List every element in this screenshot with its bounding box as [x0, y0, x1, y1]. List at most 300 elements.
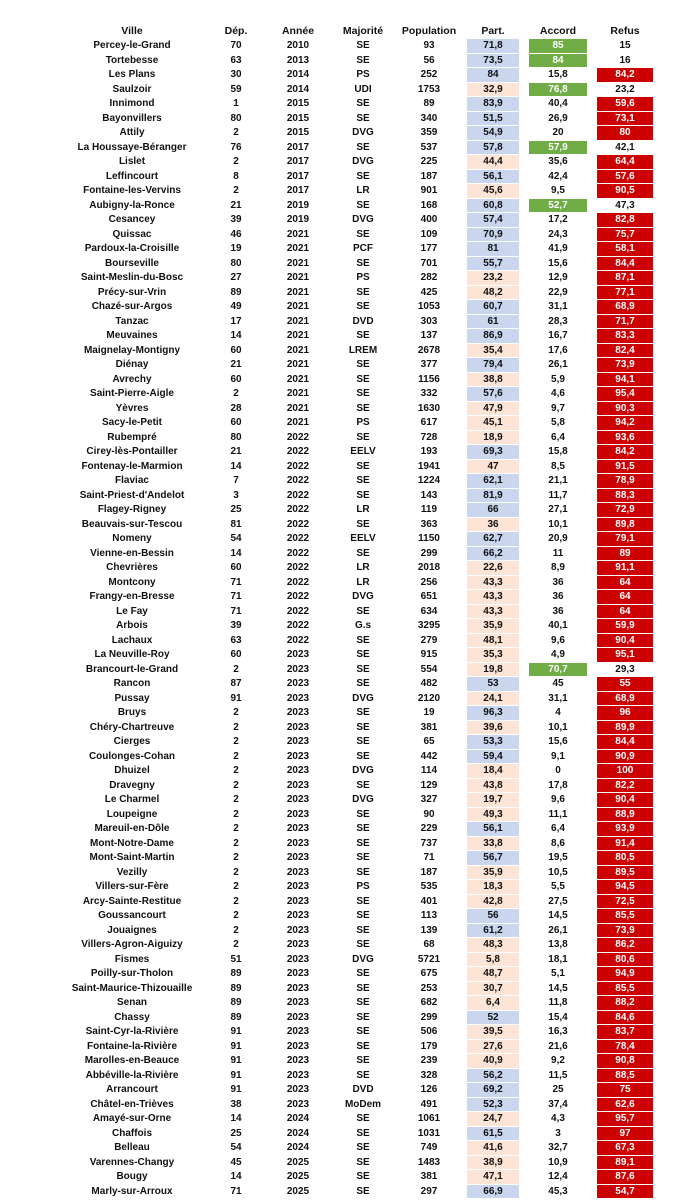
cell-ville: Mont-Notre-Dame — [58, 837, 206, 852]
cell-population: 119 — [396, 503, 462, 518]
cell-population: 256 — [396, 576, 462, 591]
cell-majorite: DVG — [330, 692, 396, 707]
cell-majorite: SE — [330, 97, 396, 112]
cell-majorite: SE — [330, 750, 396, 765]
table-row — [58, 1112, 658, 1127]
table-row — [58, 750, 658, 765]
cell-departement: 3 — [206, 489, 266, 504]
cell-refus: 91,4 — [592, 837, 658, 852]
cell-accord: 8,9 — [524, 561, 592, 576]
table-row — [58, 924, 658, 939]
cell-majorite: SE — [330, 924, 396, 939]
cell-ville: Mont-Saint-Martin — [58, 851, 206, 866]
cell-departement: 70 — [206, 39, 266, 54]
cell-accord: 20 — [524, 126, 592, 141]
table-row — [58, 764, 658, 779]
cell-majorite: EELV — [330, 445, 396, 460]
cell-annee: 2021 — [266, 242, 330, 257]
cell-refus: 42,1 — [592, 141, 658, 156]
cell-refus: 93,6 — [592, 431, 658, 446]
cell-majorite: SE — [330, 982, 396, 997]
cell-participation: 51,5 — [462, 112, 524, 127]
cell-refus: 80,6 — [592, 953, 658, 968]
cell-participation: 48,1 — [462, 634, 524, 649]
cell-annee: 2021 — [266, 402, 330, 417]
cell-departement: 2 — [206, 866, 266, 881]
cell-majorite: PS — [330, 880, 396, 895]
cell-majorite: SE — [330, 996, 396, 1011]
cell-accord: 36 — [524, 590, 592, 605]
cell-majorite: LREM — [330, 344, 396, 359]
cell-accord: 45,3 — [524, 1185, 592, 1200]
cell-departement: 80 — [206, 257, 266, 272]
cell-participation: 33,8 — [462, 837, 524, 852]
cell-ville: Lachaux — [58, 634, 206, 649]
cell-majorite: SE — [330, 938, 396, 953]
table-row — [58, 155, 658, 170]
cell-accord: 27,1 — [524, 503, 592, 518]
cell-participation: 71,8 — [462, 39, 524, 54]
cell-population: 129 — [396, 779, 462, 794]
cell-majorite: SE — [330, 1170, 396, 1185]
cell-annee: 2022 — [266, 460, 330, 475]
cell-accord: 31,1 — [524, 300, 592, 315]
cell-population: 56 — [396, 54, 462, 69]
cell-ville: Rancon — [58, 677, 206, 692]
cell-majorite: SE — [330, 460, 396, 475]
cell-ville: Aubigny-la-Ronce — [58, 199, 206, 214]
cell-refus: 62,6 — [592, 1098, 658, 1113]
cell-refus: 64,4 — [592, 155, 658, 170]
cell-accord: 40,4 — [524, 97, 592, 112]
table-row — [58, 54, 658, 69]
cell-annee: 2019 — [266, 199, 330, 214]
cell-majorite: SE — [330, 547, 396, 562]
cell-participation: 81,9 — [462, 489, 524, 504]
cell-refus: 67,3 — [592, 1141, 658, 1156]
cell-majorite: SE — [330, 648, 396, 663]
table-row — [58, 315, 658, 330]
cell-majorite: LR — [330, 503, 396, 518]
cell-annee: 2023 — [266, 1054, 330, 1069]
cell-accord: 13,8 — [524, 938, 592, 953]
cell-refus: 97 — [592, 1127, 658, 1142]
cell-departement: 89 — [206, 1011, 266, 1026]
cell-ville: Vezilly — [58, 866, 206, 881]
cell-population: 114 — [396, 764, 462, 779]
cell-population: 442 — [396, 750, 462, 765]
table-row — [58, 199, 658, 214]
cell-ville: Dhuizel — [58, 764, 206, 779]
cell-accord: 52,7 — [524, 199, 592, 214]
cell-majorite: SE — [330, 1040, 396, 1055]
table-row — [58, 460, 658, 475]
cell-population: 1483 — [396, 1156, 462, 1171]
cell-departement: 2 — [206, 387, 266, 402]
table-row — [58, 1156, 658, 1171]
cell-departement: 54 — [206, 532, 266, 547]
cell-departement: 2 — [206, 822, 266, 837]
table-row — [58, 967, 658, 982]
cell-population: 634 — [396, 605, 462, 620]
cell-annee: 2010 — [266, 39, 330, 54]
cell-majorite: SE — [330, 402, 396, 417]
cell-accord: 5,1 — [524, 967, 592, 982]
table-row — [58, 808, 658, 823]
cell-accord: 14,5 — [524, 982, 592, 997]
cell-annee: 2021 — [266, 228, 330, 243]
cell-ville: Villers-sur-Fère — [58, 880, 206, 895]
table-row — [58, 1025, 658, 1040]
cell-accord: 19,5 — [524, 851, 592, 866]
cell-population: 225 — [396, 155, 462, 170]
cell-majorite: SE — [330, 199, 396, 214]
cell-departement: 25 — [206, 503, 266, 518]
cell-departement: 2 — [206, 895, 266, 910]
cell-annee: 2023 — [266, 648, 330, 663]
table-body — [58, 39, 658, 1199]
table-row — [58, 286, 658, 301]
cell-ville: Saint-Cyr-la-Rivière — [58, 1025, 206, 1040]
cell-departement: 2 — [206, 779, 266, 794]
cell-refus: 23,2 — [592, 83, 658, 98]
cell-population: 340 — [396, 112, 462, 127]
cell-accord: 4,6 — [524, 387, 592, 402]
cell-ville: Percey-le-Grand — [58, 39, 206, 54]
communes-table — [58, 23, 658, 1199]
cell-majorite: DVG — [330, 953, 396, 968]
cell-ville: Belleau — [58, 1141, 206, 1156]
cell-annee: 2017 — [266, 184, 330, 199]
cell-refus: 64 — [592, 605, 658, 620]
cell-ville: Fismes — [58, 953, 206, 968]
cell-ville: Montcony — [58, 576, 206, 591]
cell-participation: 19,8 — [462, 663, 524, 678]
cell-ville: Amayé-sur-Orne — [58, 1112, 206, 1127]
cell-refus: 90,3 — [592, 402, 658, 417]
cell-refus: 73,9 — [592, 924, 658, 939]
cell-population: 332 — [396, 387, 462, 402]
cell-departement: 30 — [206, 68, 266, 83]
cell-ville: Arrancourt — [58, 1083, 206, 1098]
table-row — [58, 300, 658, 315]
cell-majorite: SE — [330, 54, 396, 69]
cell-majorite: SE — [330, 228, 396, 243]
cell-population: 535 — [396, 880, 462, 895]
cell-ville: Marolles-en-Beauce — [58, 1054, 206, 1069]
cell-majorite: DVG — [330, 213, 396, 228]
cell-majorite: SE — [330, 779, 396, 794]
cell-majorite: PS — [330, 271, 396, 286]
cell-accord: 35,6 — [524, 155, 592, 170]
cell-ville: Senan — [58, 996, 206, 1011]
cell-annee: 2022 — [266, 445, 330, 460]
cell-majorite: SE — [330, 808, 396, 823]
cell-refus: 100 — [592, 764, 658, 779]
cell-refus: 78,4 — [592, 1040, 658, 1055]
cell-ville: Mareuil-en-Dôle — [58, 822, 206, 837]
cell-accord: 15,6 — [524, 735, 592, 750]
cell-ville: Villers-Agron-Aiguizy — [58, 938, 206, 953]
cell-majorite: SE — [330, 895, 396, 910]
cell-refus: 80 — [592, 126, 658, 141]
cell-refus: 77,1 — [592, 286, 658, 301]
cell-departement: 89 — [206, 967, 266, 982]
column-header-majorite: Majorité — [342, 25, 384, 37]
cell-population: 109 — [396, 228, 462, 243]
cell-majorite: SE — [330, 489, 396, 504]
cell-participation: 24,7 — [462, 1112, 524, 1127]
cell-refus: 87,1 — [592, 271, 658, 286]
cell-population: 253 — [396, 982, 462, 997]
cell-annee: 2022 — [266, 489, 330, 504]
cell-population: 617 — [396, 416, 462, 431]
cell-annee: 2023 — [266, 938, 330, 953]
cell-departement: 71 — [206, 590, 266, 605]
cell-annee: 2021 — [266, 387, 330, 402]
cell-population: 303 — [396, 315, 462, 330]
cell-ville: Avrechy — [58, 373, 206, 388]
cell-refus: 89,5 — [592, 866, 658, 881]
table-row — [58, 358, 658, 373]
cell-ville: Dravegny — [58, 779, 206, 794]
cell-departement: 8 — [206, 170, 266, 185]
cell-participation: 35,9 — [462, 619, 524, 634]
cell-majorite: DVG — [330, 764, 396, 779]
cell-refus: 95,4 — [592, 387, 658, 402]
cell-refus: 84,2 — [592, 445, 658, 460]
cell-accord: 11 — [524, 547, 592, 562]
cell-majorite: SE — [330, 1069, 396, 1084]
cell-accord: 37,4 — [524, 1098, 592, 1113]
cell-majorite: PS — [330, 68, 396, 83]
cell-refus: 84,2 — [592, 68, 658, 83]
cell-majorite: DVG — [330, 155, 396, 170]
table-row — [58, 953, 658, 968]
cell-departement: 60 — [206, 373, 266, 388]
column-header-participation: Part. — [481, 25, 505, 37]
cell-population: 675 — [396, 967, 462, 982]
cell-population: 239 — [396, 1054, 462, 1069]
cell-population: 651 — [396, 590, 462, 605]
cell-participation: 59,4 — [462, 750, 524, 765]
table-row — [58, 1069, 658, 1084]
cell-accord: 36 — [524, 605, 592, 620]
cell-annee: 2017 — [266, 155, 330, 170]
cell-annee: 2014 — [266, 83, 330, 98]
cell-population: 1224 — [396, 474, 462, 489]
column-header-annee: Année — [281, 25, 315, 37]
cell-accord: 41,9 — [524, 242, 592, 257]
cell-departement: 51 — [206, 953, 266, 968]
cell-annee: 2024 — [266, 1112, 330, 1127]
column-header-departement: Dép. — [224, 25, 248, 37]
cell-ville: Cesancey — [58, 213, 206, 228]
table-row — [58, 982, 658, 997]
cell-accord: 10,5 — [524, 866, 592, 881]
cell-participation: 41,6 — [462, 1141, 524, 1156]
cell-participation: 47,9 — [462, 402, 524, 417]
table-row — [58, 416, 658, 431]
table-row — [58, 68, 658, 83]
cell-refus: 90,8 — [592, 1054, 658, 1069]
column-header-population: Population — [401, 25, 457, 37]
table-row — [58, 387, 658, 402]
table-row — [58, 837, 658, 852]
cell-departement: 54 — [206, 1141, 266, 1156]
cell-annee: 2023 — [266, 1040, 330, 1055]
cell-annee: 2023 — [266, 866, 330, 881]
cell-departement: 21 — [206, 445, 266, 460]
cell-participation: 61 — [462, 315, 524, 330]
cell-population: 187 — [396, 170, 462, 185]
cell-accord: 24,3 — [524, 228, 592, 243]
table-row — [58, 344, 658, 359]
cell-refus: 29,3 — [592, 663, 658, 678]
cell-majorite: DVG — [330, 126, 396, 141]
cell-refus: 96 — [592, 706, 658, 721]
cell-departement: 80 — [206, 112, 266, 127]
cell-accord: 40,1 — [524, 619, 592, 634]
cell-population: 682 — [396, 996, 462, 1011]
table-row — [58, 677, 658, 692]
cell-ville: Nomeny — [58, 532, 206, 547]
cell-accord: 31,1 — [524, 692, 592, 707]
cell-ville: Tanzac — [58, 315, 206, 330]
cell-departement: 71 — [206, 1185, 266, 1200]
cell-majorite: SE — [330, 967, 396, 982]
cell-participation: 53,3 — [462, 735, 524, 750]
cell-participation: 56,7 — [462, 851, 524, 866]
cell-departement: 91 — [206, 1069, 266, 1084]
cell-participation: 39,5 — [462, 1025, 524, 1040]
table-row — [58, 518, 658, 533]
cell-annee: 2023 — [266, 967, 330, 982]
cell-ville: Fontenay-le-Marmion — [58, 460, 206, 475]
cell-ville: Chéry-Chartreuve — [58, 721, 206, 736]
cell-ville: Chazé-sur-Argos — [58, 300, 206, 315]
cell-departement: 14 — [206, 1112, 266, 1127]
column-header-ville: Ville — [121, 25, 143, 37]
cell-participation: 52 — [462, 1011, 524, 1026]
cell-population: 113 — [396, 909, 462, 924]
cell-population: 252 — [396, 68, 462, 83]
cell-majorite: SE — [330, 286, 396, 301]
cell-population: 1031 — [396, 1127, 462, 1142]
cell-population: 381 — [396, 1170, 462, 1185]
cell-participation: 70,9 — [462, 228, 524, 243]
cell-accord: 17,8 — [524, 779, 592, 794]
cell-departement: 2 — [206, 837, 266, 852]
cell-majorite: SE — [330, 735, 396, 750]
table-row — [58, 619, 658, 634]
cell-refus: 91,1 — [592, 561, 658, 576]
table-row — [58, 170, 658, 185]
cell-departement: 14 — [206, 547, 266, 562]
cell-participation: 48,3 — [462, 938, 524, 953]
cell-participation: 24,1 — [462, 692, 524, 707]
table-row — [58, 706, 658, 721]
cell-accord: 57,9 — [524, 141, 592, 156]
cell-population: 282 — [396, 271, 462, 286]
cell-participation: 35,3 — [462, 648, 524, 663]
cell-population: 71 — [396, 851, 462, 866]
cell-ville: Attily — [58, 126, 206, 141]
cell-majorite: SE — [330, 822, 396, 837]
cell-population: 1156 — [396, 373, 462, 388]
cell-population: 901 — [396, 184, 462, 199]
cell-participation: 42,8 — [462, 895, 524, 910]
table-row — [58, 474, 658, 489]
cell-ville: Brancourt-le-Grand — [58, 663, 206, 678]
table-row — [58, 503, 658, 518]
cell-participation: 43,8 — [462, 779, 524, 794]
cell-accord: 21,1 — [524, 474, 592, 489]
cell-annee: 2022 — [266, 431, 330, 446]
column-header-accord: Accord — [539, 25, 577, 37]
table-row — [58, 605, 658, 620]
table-row — [58, 721, 658, 736]
cell-participation: 23,2 — [462, 271, 524, 286]
cell-population: 193 — [396, 445, 462, 460]
cell-participation: 56,2 — [462, 1069, 524, 1084]
table-row — [58, 213, 658, 228]
cell-accord: 9,6 — [524, 793, 592, 808]
cell-departement: 38 — [206, 1098, 266, 1113]
cell-ville: Arcy-Sainte-Restitue — [58, 895, 206, 910]
table-row — [58, 39, 658, 54]
cell-accord: 15,6 — [524, 257, 592, 272]
cell-annee: 2023 — [266, 663, 330, 678]
table-row — [58, 648, 658, 663]
cell-refus: 88,2 — [592, 996, 658, 1011]
cell-majorite: SE — [330, 358, 396, 373]
cell-participation: 43,3 — [462, 590, 524, 605]
cell-departement: 2 — [206, 706, 266, 721]
table-row — [58, 373, 658, 388]
cell-population: 65 — [396, 735, 462, 750]
cell-refus: 84,6 — [592, 1011, 658, 1026]
column-header-refus: Refus — [610, 25, 640, 37]
cell-accord: 10,9 — [524, 1156, 592, 1171]
table-row — [58, 141, 658, 156]
cell-annee: 2022 — [266, 547, 330, 562]
cell-ville: Saint-Maurice-Thizouaille — [58, 982, 206, 997]
cell-population: 728 — [396, 431, 462, 446]
cell-departement: 2 — [206, 880, 266, 895]
cell-population: 363 — [396, 518, 462, 533]
cell-population: 3295 — [396, 619, 462, 634]
cell-annee: 2022 — [266, 605, 330, 620]
cell-accord: 26,1 — [524, 924, 592, 939]
cell-accord: 10,1 — [524, 518, 592, 533]
cell-annee: 2022 — [266, 561, 330, 576]
cell-annee: 2023 — [266, 895, 330, 910]
cell-majorite: MoDem — [330, 1098, 396, 1113]
cell-population: 425 — [396, 286, 462, 301]
table-row — [58, 779, 658, 794]
cell-ville: Les Plans — [58, 68, 206, 83]
cell-refus: 75 — [592, 1083, 658, 1098]
cell-participation: 6,4 — [462, 996, 524, 1011]
cell-participation: 66 — [462, 503, 524, 518]
cell-departement: 14 — [206, 460, 266, 475]
cell-departement: 91 — [206, 692, 266, 707]
cell-departement: 2 — [206, 663, 266, 678]
cell-annee: 2021 — [266, 373, 330, 388]
cell-refus: 94,2 — [592, 416, 658, 431]
cell-departement: 60 — [206, 648, 266, 663]
